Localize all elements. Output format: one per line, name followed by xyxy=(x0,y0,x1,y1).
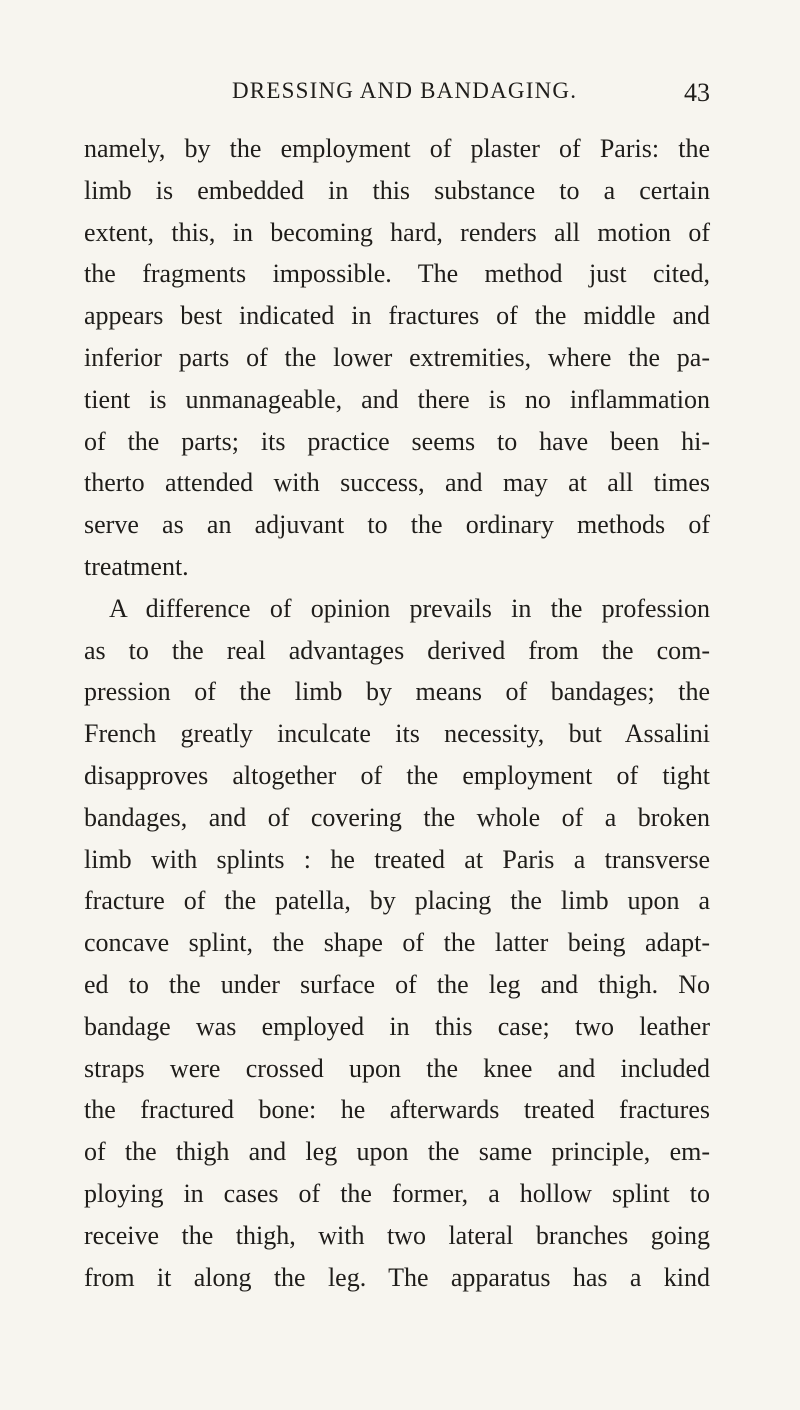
text-line: receive the thigh, with two lateral branches going xyxy=(84,1220,710,1250)
text-line: straps were crossed upon the knee and included xyxy=(84,1053,710,1083)
text-line: from it along the leg. The apparatus has a kind xyxy=(84,1262,710,1292)
text-line: namely, by the employment of plaster of Paris: the xyxy=(84,134,710,163)
text-line: inferior parts of the lower extremities, where the pa- xyxy=(84,342,710,372)
text-line: of the parts; its practice seems to have been hi- xyxy=(84,426,710,456)
text-line: ploying in cases of the former, a hollow splint to xyxy=(84,1178,710,1208)
text-line: the fragments impossible. The method just cited, xyxy=(84,259,710,289)
text-line: French greatly inculcate its necessity, but Assalini xyxy=(84,719,710,749)
text-line: the fractured bone: he afterwards treated fractures xyxy=(84,1095,710,1125)
text-line: bandage was employed in this case; two leather xyxy=(84,1011,710,1041)
text-line: appears best indicated in fractures of the middle and xyxy=(84,301,710,331)
body-text xyxy=(84,128,710,1298)
text-line: tient is unmanageable, and there is no inflammation xyxy=(84,384,710,414)
paragraph-first-line: A difference of opinion prevails in the profession xyxy=(109,593,710,623)
running-header xyxy=(84,78,710,112)
text-line: therto attended with success, and may at all times xyxy=(84,468,710,498)
text-line: extent, this, in becoming hard, renders all motion of xyxy=(84,217,710,247)
text-line: of the thigh and leg upon the same principle, em- xyxy=(84,1137,710,1167)
text-line: concave splint, the shape of the latter being adapt- xyxy=(84,928,710,958)
text-line: treatment. xyxy=(84,551,189,581)
text-line: ed to the under surface of the leg and thigh. No xyxy=(84,969,710,999)
text-line: bandages, and of covering the whole of a broken xyxy=(84,802,710,832)
text-line: disapproves altogether of the employment of tight xyxy=(84,760,710,790)
text-line: fracture of the patella, by placing the limb upon a xyxy=(84,886,710,916)
text-line: pression of the limb by means of bandages; the xyxy=(84,677,710,707)
text-line: limb with splints : he treated at Paris a transverse xyxy=(84,844,710,874)
running-title: DRESSING AND BANDAGING. xyxy=(232,78,578,103)
page-number: 43 xyxy=(684,78,710,107)
text-line: as to the real advantages derived from the com- xyxy=(84,635,710,665)
text-line: limb is embedded in this substance to a certain xyxy=(84,175,710,205)
text-line: serve as an adjuvant to the ordinary methods of xyxy=(84,510,710,540)
